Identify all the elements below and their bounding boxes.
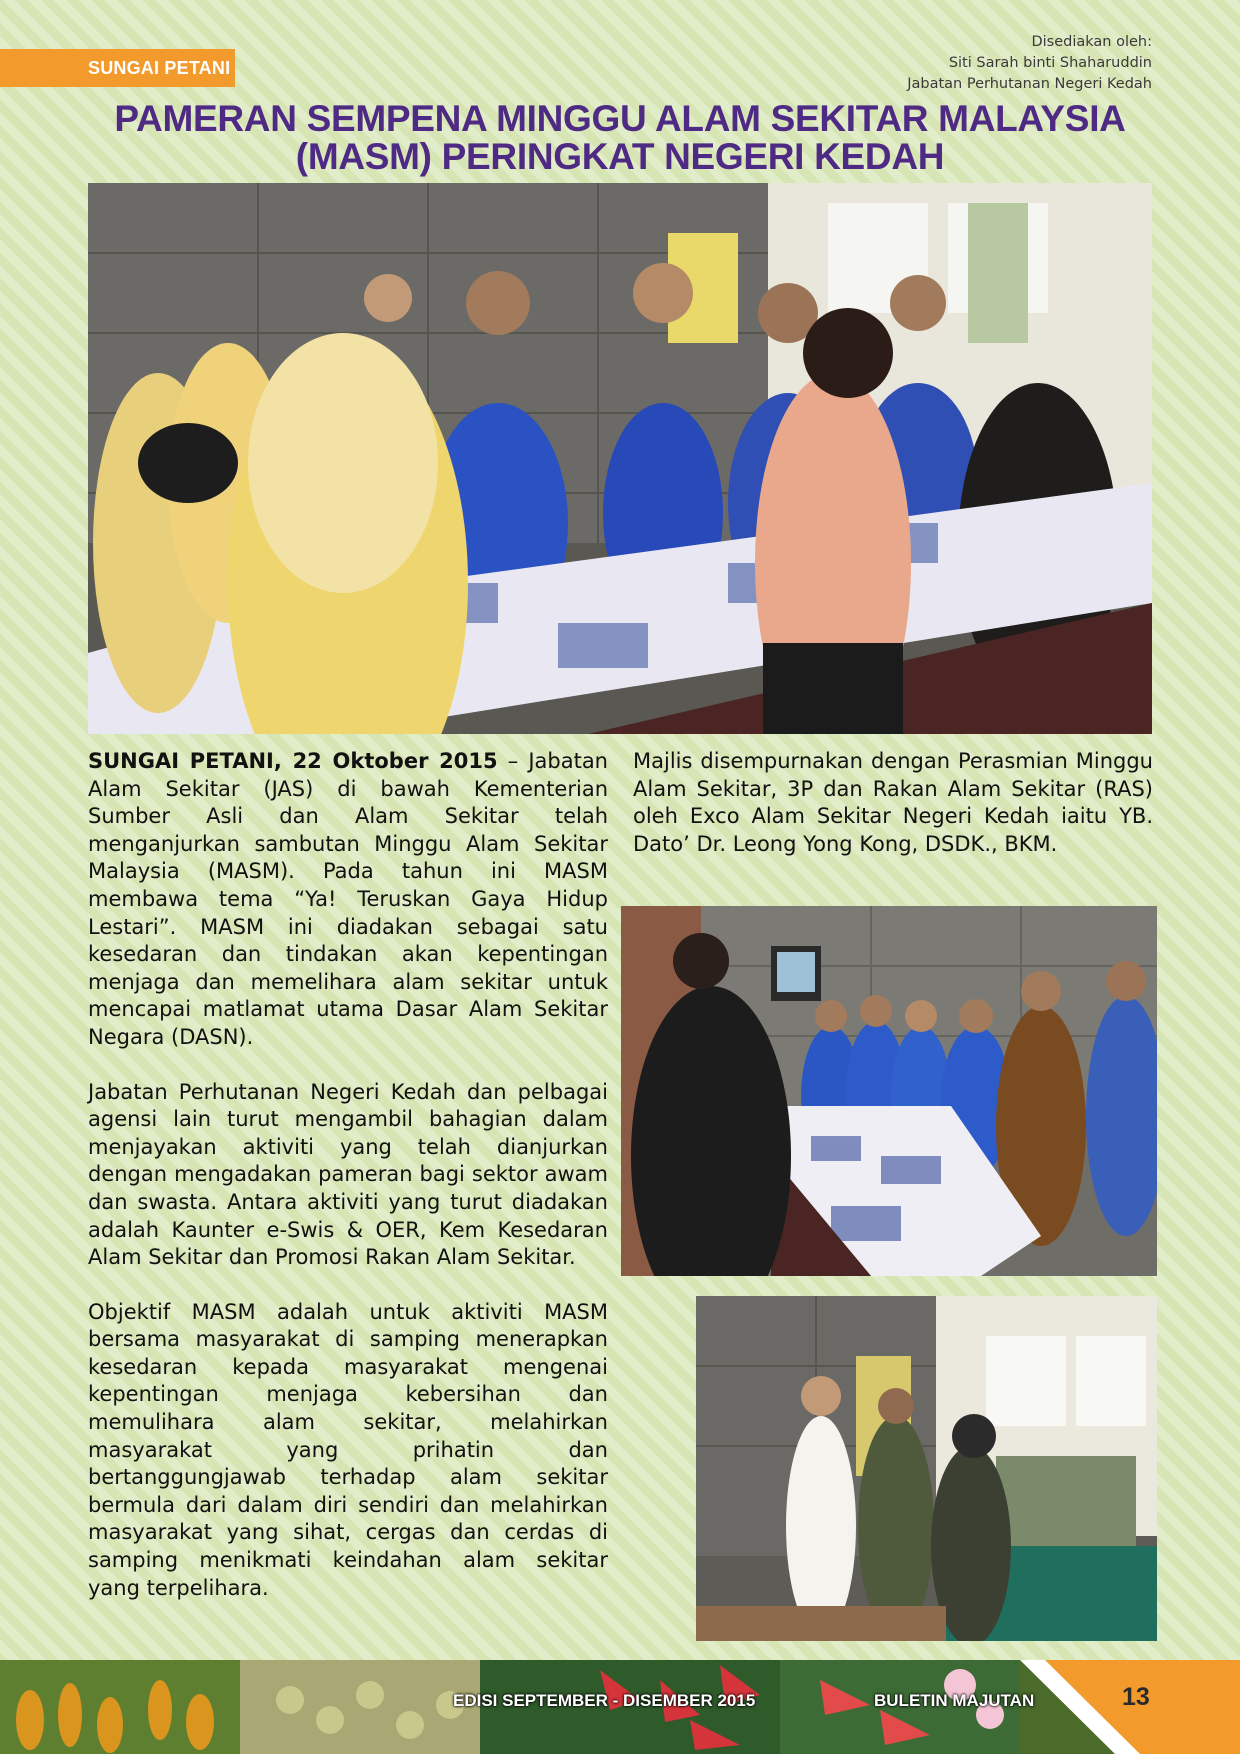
title-line-2: (MASM) PERINGKAT NEGERI KEDAH xyxy=(295,136,945,177)
section-tag: SUNGAI PETANI xyxy=(0,49,235,87)
exhibition-main-photo xyxy=(88,183,1152,734)
article-column-left xyxy=(88,748,608,1629)
paragraph-closing: Majlis disempurnakan dengan Perasmian Minggu Alam Sekitar, 3P dan Rakan Alam Sekitar (RAS) oleh Exco Alam Sekitar Negeri Kedah iaitu YB. Dato’ Dr. Leong Yong Kong, DSDK., BKM. xyxy=(633,749,1153,856)
title-line-1: PAMERAN SEMPENA MINGGU ALAM SEKITAR MALAYSIA xyxy=(114,98,1126,139)
paragraph-intro-text: – Jabatan Alam Sekitar (JAS) di bawah Kementerian Sumber Asli dan Alam Sekitar telah menganjurkan sambutan Minggu Alam Sekitar Malaysia (MASM). Pada tahun ini MASM membawa tema “Ya! Teruskan Gaya Hidup Lestari”. MASM ini diadakan sebagai satu kesedaran dan tindakan akan kepentingan menjaga dan memelihara alam sekitar untuk mencapai matlamat utama Dasar Alam Sekitar Negara (DASN). xyxy=(88,749,608,1049)
page-number: 13 xyxy=(1122,1683,1150,1711)
paragraph-objective: Objektif MASM adalah untuk aktiviti MASM bersama masyarakat di samping menerapkan kesedaran kepada masyarakat mengenai kepentingan menjaga kebersihan dan memulihara alam sekitar, melahirkan masyarakat yang prihatin dan bertanggungjawab terhadap alam sekitar bermula dari dalam diri sendiri dan melahirkan masyarakat yang sihat, cergas dan cerdas di samping menikmati keindahan alam sekitar yang terpelihara. xyxy=(88,1299,608,1600)
paragraph-participation: Jabatan Perhutanan Negeri Kedah dan pelbagai agensi lain turut mengambil bahagian dalam menjayakan aktiviti yang telah dianjurkan dengan mengadakan pameran bagi sektor awam dan swasta. Antara aktiviti yang turut diadakan adalah Kaunter e-Swis & OER, Kem Kesedaran Alam Sekitar dan Promosi Rakan Alam Sekitar. xyxy=(88,1079,608,1270)
article-title xyxy=(88,100,1152,176)
edition-label: EDISI SEPTEMBER - DISEMBER 2015 xyxy=(453,1691,756,1710)
bulletin-name: BULETIN MAJUTAN xyxy=(874,1691,1035,1710)
exhibition-booth-photo xyxy=(696,1296,1157,1641)
paragraph-intro xyxy=(88,748,608,1052)
credit-department: Jabatan Perhutanan Negeri Kedah xyxy=(907,76,1152,92)
author-credit xyxy=(907,32,1152,95)
dateline: SUNGAI PETANI, 22 Oktober 2015 xyxy=(88,749,498,773)
credit-label: Disediakan oleh: xyxy=(1031,34,1152,50)
credit-author: Siti Sarah binti Shaharuddin xyxy=(948,55,1152,71)
exhibition-table-photo xyxy=(621,906,1157,1276)
article-column-right xyxy=(633,748,1153,885)
